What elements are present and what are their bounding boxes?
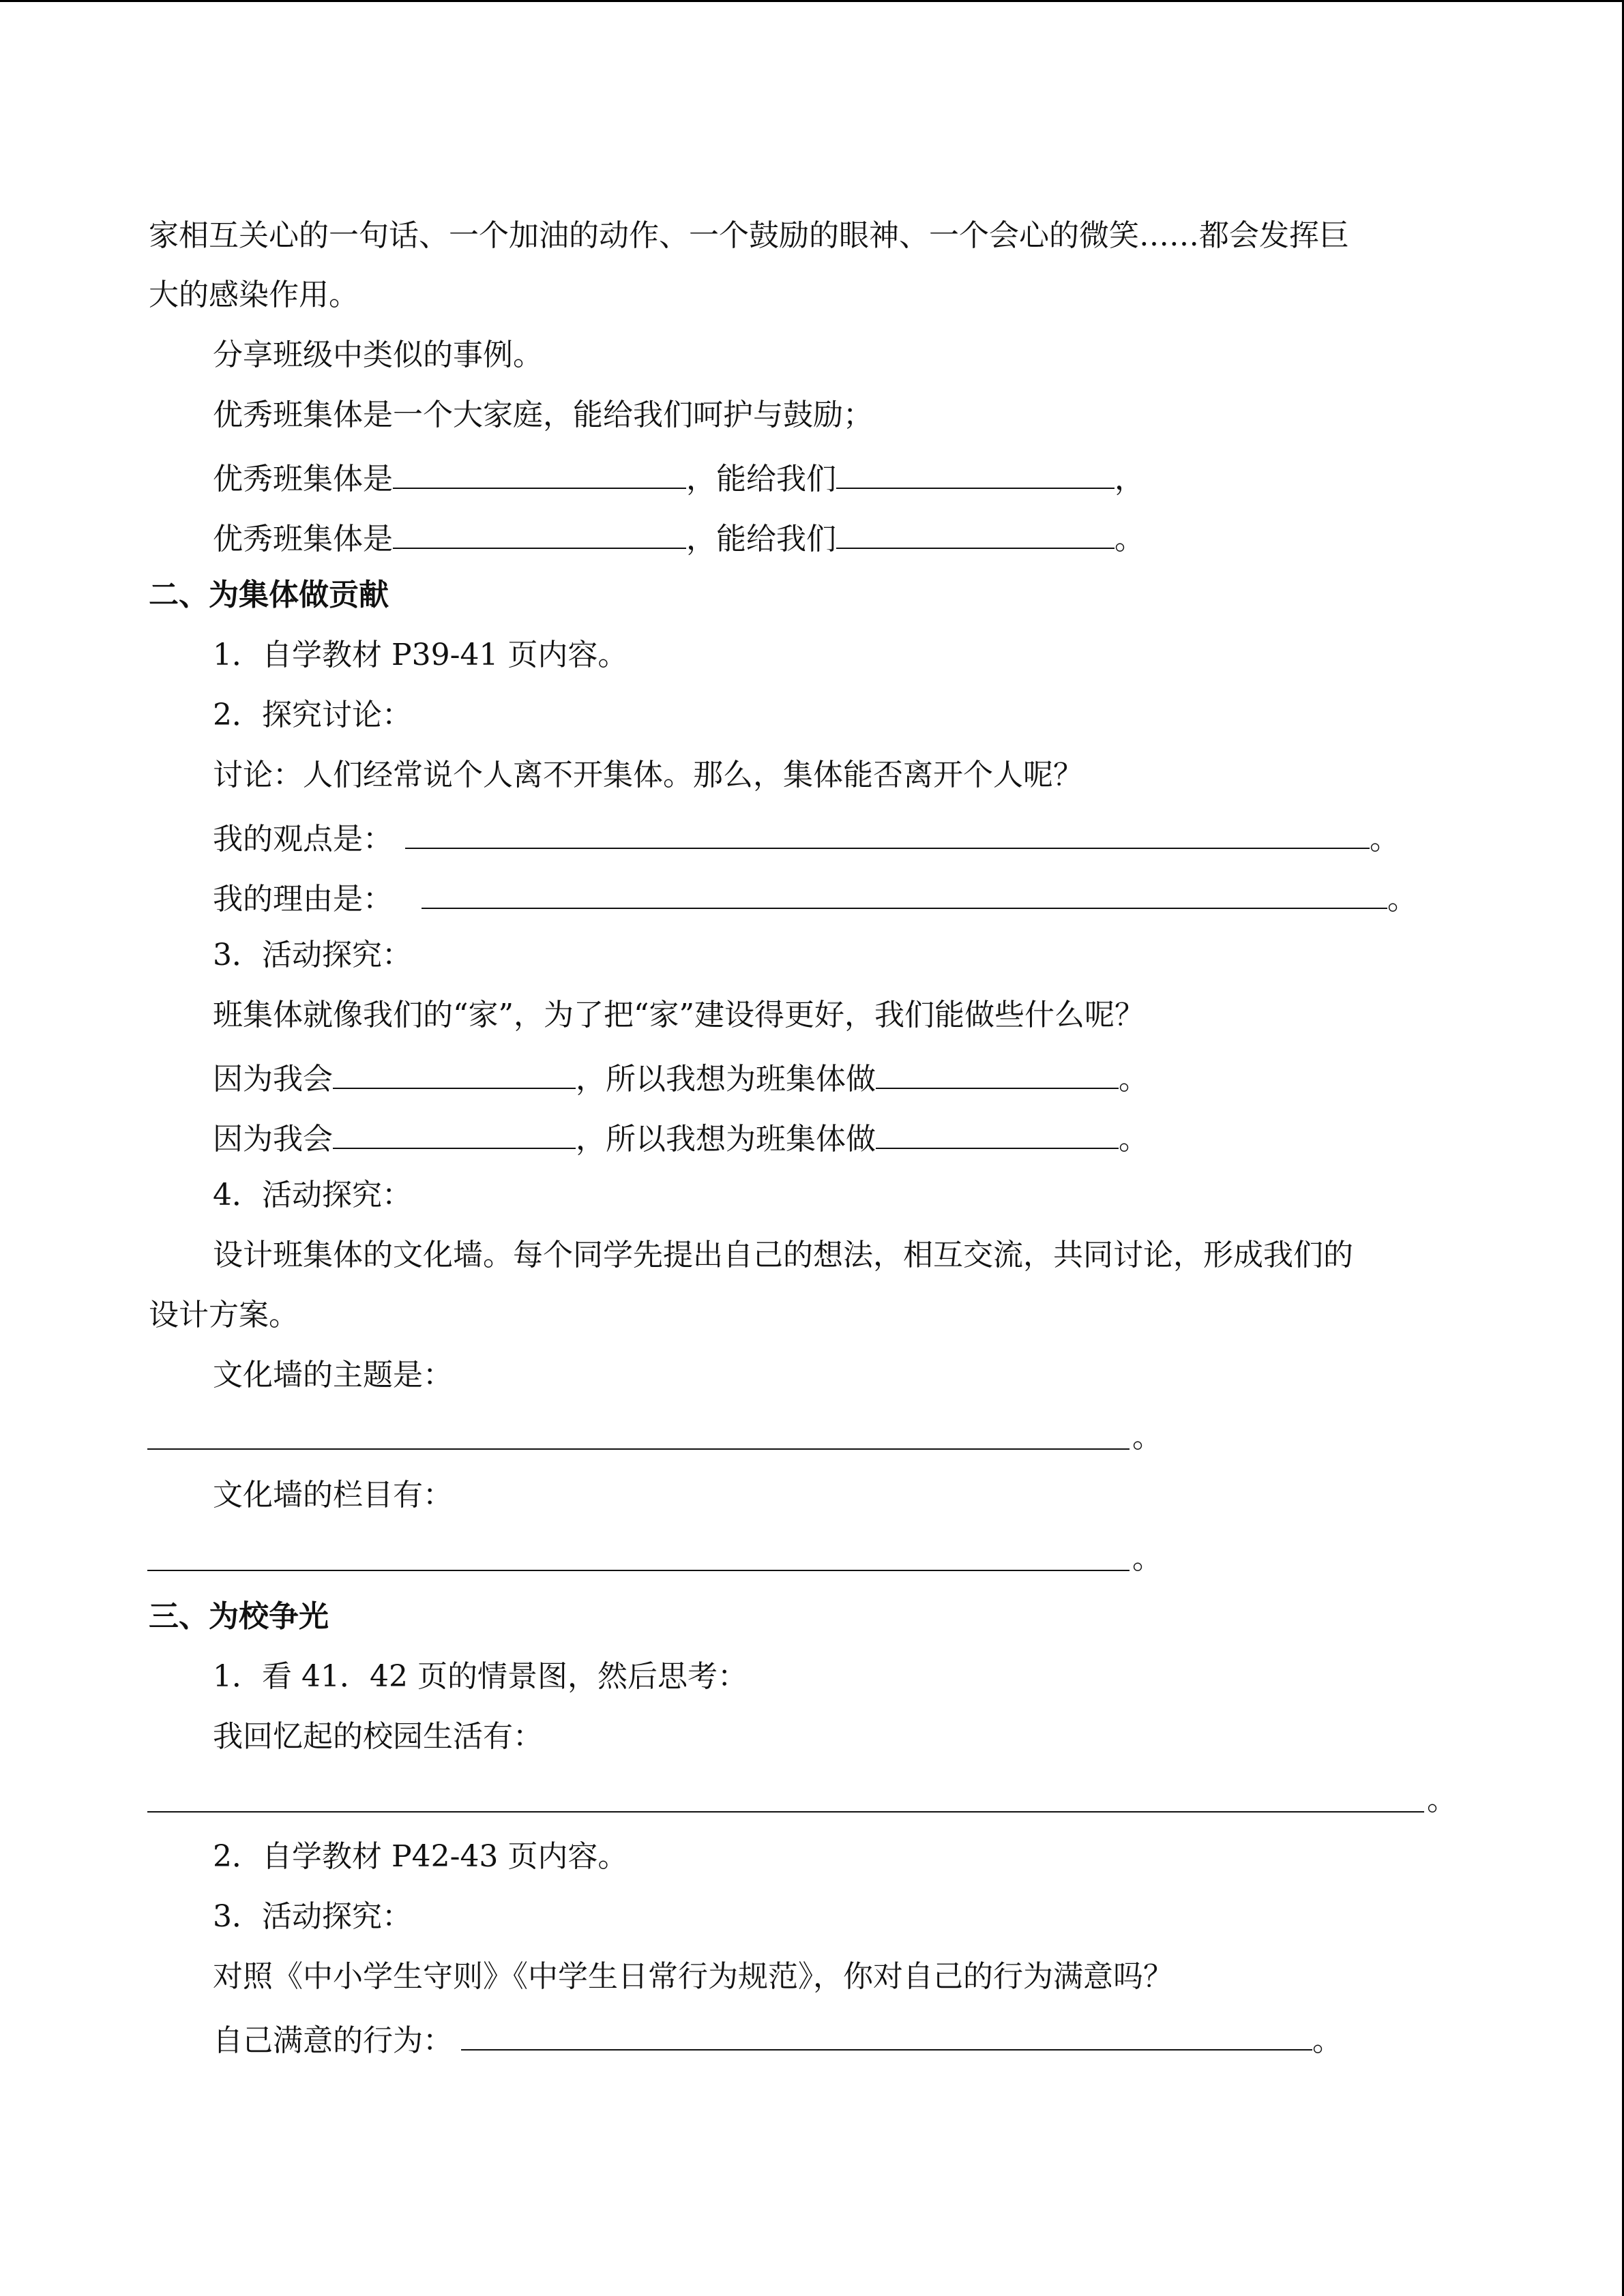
section3-heading: 三、为校争光 <box>149 1599 329 1634</box>
section3-item2: 2．自学教材 P42-43 页内容。 <box>213 1839 628 1874</box>
so-text: ，所以我想为班集体做 <box>576 1122 876 1157</box>
view-label: 我的观点是： <box>213 822 393 856</box>
period: 。 <box>1387 882 1417 916</box>
home-question: 班集体就像我们的“家”，为了把“家”建设得更好，我们能做些什么呢？ <box>213 998 1145 1032</box>
answer-blank[interactable] <box>836 515 1114 549</box>
section3-item3: 3．活动探究： <box>213 1899 412 1934</box>
section2-item4: 4．活动探究： <box>213 1178 412 1212</box>
excellent-end: ， <box>1114 462 1145 496</box>
contribution-line-1 <box>213 1055 1149 1096</box>
excellent-prefix: 优秀班集体是 <box>213 522 393 556</box>
excellent-end: 。 <box>1114 522 1145 556</box>
excellent-fill-1 <box>213 455 1145 496</box>
answer-blank[interactable] <box>876 1055 1119 1089</box>
period: 。 <box>1119 1122 1149 1157</box>
compare-question: 对照《中小学生守则》《中学生日常行为规范》，你对自己的行为满意吗？ <box>213 1959 1173 1994</box>
excellent-fill-2 <box>213 515 1145 556</box>
period: 。 <box>1119 1062 1149 1097</box>
because-text: 因为我会 <box>213 1062 333 1097</box>
satisfied-label: 自己满意的行为： <box>213 2023 453 2058</box>
design-line2: 设计方案。 <box>149 1298 299 1332</box>
answer-blank[interactable] <box>393 515 686 549</box>
answer-blank[interactable] <box>461 2016 1312 2051</box>
answer-blank[interactable] <box>405 815 1370 849</box>
section2-item1: 1．自学教材 P39-41 页内容。 <box>213 638 628 672</box>
reason-line <box>213 875 1417 916</box>
theme-answer-line[interactable] <box>147 1448 1130 1450</box>
columns-label: 文化墙的栏目有： <box>213 1478 453 1512</box>
excellent-mid: ，能给我们 <box>686 462 836 496</box>
excellent-full: 优秀班集体是一个大家庭，能给我们呵护与鼓励； <box>213 398 873 432</box>
period: 。 <box>1132 1420 1162 1455</box>
discussion-question: 讨论：人们经常说个人离不开集体。那么，集体能否离开个人呢？ <box>213 758 1083 792</box>
columns-answer-line[interactable] <box>147 1570 1130 1571</box>
answer-blank[interactable] <box>876 1115 1119 1149</box>
answer-blank[interactable] <box>333 1055 576 1089</box>
period: 。 <box>1427 1783 1457 1817</box>
section2-item2: 2．探究讨论： <box>213 698 412 732</box>
theme-label: 文化墙的主题是： <box>213 1358 453 1392</box>
period: 。 <box>1312 2023 1342 2058</box>
section3-item1: 1．看 41．42 页的情景图，然后思考： <box>213 1659 748 1694</box>
memory-label: 我回忆起的校园生活有： <box>213 1719 543 1754</box>
section2-heading: 二、为集体做贡献 <box>149 578 389 612</box>
excellent-mid: ，能给我们 <box>686 522 836 556</box>
para1-line1: 家相互关心的一句话、一个加油的动作、一个鼓励的眼神、一个会心的微笑……都会发挥巨 <box>149 218 1349 253</box>
because-text: 因为我会 <box>213 1122 333 1157</box>
design-line1: 设计班集体的文化墙。每个同学先提出自己的想法，相互交流，共同讨论，形成我们的 <box>213 1238 1353 1272</box>
answer-blank[interactable] <box>422 875 1387 909</box>
answer-blank[interactable] <box>393 455 686 489</box>
so-text: ，所以我想为班集体做 <box>576 1062 876 1097</box>
excellent-prefix: 优秀班集体是 <box>213 462 393 496</box>
para1-line2: 大的感染作用。 <box>149 278 359 312</box>
answer-blank[interactable] <box>836 455 1114 489</box>
share-line: 分享班级中类似的事例。 <box>213 338 543 372</box>
satisfied-line <box>213 2016 1342 2057</box>
contribution-line-2 <box>213 1115 1149 1156</box>
period: 。 <box>1370 822 1400 856</box>
memory-answer-line[interactable] <box>147 1811 1424 1813</box>
period: 。 <box>1132 1541 1162 1576</box>
view-line <box>213 815 1400 856</box>
reason-label: 我的理由是： <box>213 882 393 916</box>
section2-item3: 3．活动探究： <box>213 938 412 972</box>
answer-blank[interactable] <box>333 1115 576 1149</box>
